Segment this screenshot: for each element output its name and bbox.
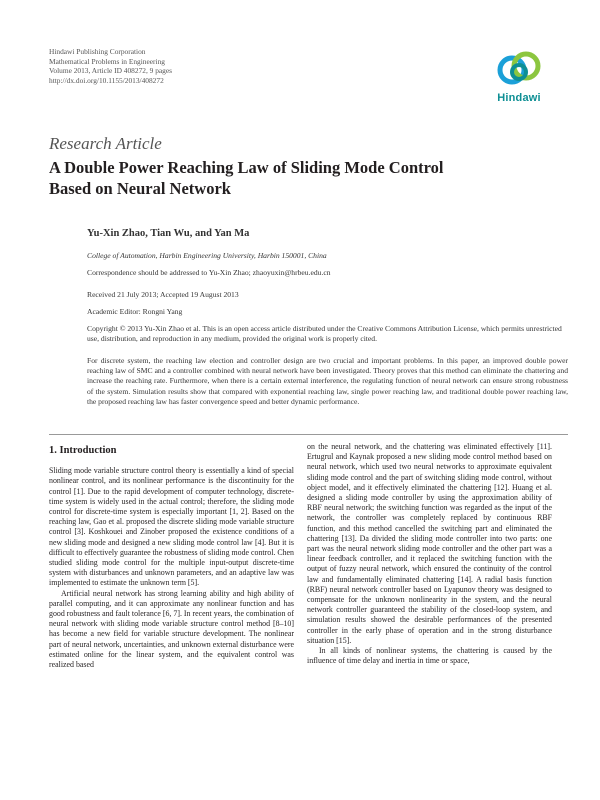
abstract: For discrete system, the reaching law election and controller design are two crucial and important problems. In this paper, an improved double power reaching law of SMC and a controller combined with neural network have been investigated. Theory proves that this method can eliminate the chattering and increase the reaching rate. Furthermore, when there is a certain external interference, the regulating function of neural network can ensure strong robustness of the system. Simulation results show that compared with exponential reaching law, single power reaching law, and traditional double power reaching law, the proposed reaching law has faster convergence speed and better dynamic performance. bbox=[87, 356, 568, 406]
correspondence: Correspondence should be addressed to Yu-Xin Zhao; zhaoyuxin@hrbeu.edu.cn bbox=[87, 268, 331, 277]
copyright-notice: Copyright © 2013 Yu-Xin Zhao et al. This is an open access article distributed under the Creative Commons Attribution License, which permits unrestricted use, distribution, and reproduction in any medium, provided the original work is properly cited. bbox=[87, 324, 562, 344]
paragraph: on the neural network, and the chattering was eliminated effectively [11]. Ertugrul and Kaynak proposed a new sliding mode control method based on neural network, which used two neural networks to approximate equivalent sliding mode control and the part of switching sliding mode control, without object model, and it effectively eliminated the chattering [12]. Huang et al. designed a sliding mode controller by using the approximation ability of RBF neural network; the switching function was regarded as the input of the network, the controller was completely replaced by continuous RBF function, and this method cancelled the switching part and eliminated the chattering [13]. Da divided the sliding mode controller into two parts: one part was the neural network sliding mode controller and the other part was a linear feedback controller, and it replaced the switching function with the output of fuzzy neural network, which ensured the continuity of the control law and fundamentally eliminated chattering [14]. A radial basis function (RBF) neural network controller based on Lyapunov theory was designed to compensate for the unknown nonlinearity in the system, and the neural network controller guaranteed the stability of the closed-loop system, and simulation results showed the desirable performances of the presented controller in the early phase of operation and in the strong disturbance situation [15]. bbox=[307, 442, 552, 645]
article-title: A Double Power Reaching Law of Sliding Mode Control Based on Neural Network bbox=[49, 158, 444, 198]
doi-link[interactable]: http://dx.doi.org/10.1155/2013/408272 bbox=[49, 75, 164, 85]
hindawi-logo bbox=[493, 46, 545, 108]
left-column bbox=[49, 442, 294, 670]
paragraph: Artificial neural network has strong learning ability and high ability of parallel computing, and it can approximate any nonlinear function and has good robustness and fault tolerance [6, 7]. In recent years, the combination of neural network with sliding mode variable structure control method [8–10] has become a new field for variable structure development. The nonlinear part of neural network, uncertainties, and unknown external disturbance were estimated online for the linear system, and the equivalent control was realized based bbox=[49, 588, 294, 670]
paragraph: Sliding mode variable structure control theory is essentially a kind of special nonlinear control, and its nonlinear performance is the discontinuity for the control [1]. Due to the rapid development of computer technology, discrete-time system is widely used in the actual control; therefore, the sliding mode control for discrete-time system is especially important [1, 2]. Based on the reaching law, Gao et al. proposed the discrete sliding mode variable structure control [3]. Koshkouei and Zinober proposed the existence conditions of a new sliding mode and designed a new sliding mode control law [4]. But it is difficult to effectively guarantee the robustness of sliding mode control. Chen studied sliding mode control for the multiple input-output discrete-time system with disturbances and unknown parameters, and an adaptive law was implemented to estimate the unknown term [5]. bbox=[49, 466, 294, 588]
journal-name: Mathematical Problems in Engineering bbox=[49, 56, 165, 66]
hindawi-rings-icon bbox=[493, 46, 545, 90]
publisher-name: Hindawi Publishing Corporation bbox=[49, 47, 146, 56]
received-accepted-dates: Received 21 July 2013; Accepted 19 August 2013 bbox=[87, 290, 239, 299]
journal-header bbox=[49, 47, 349, 85]
paragraph: In all kinds of nonlinear systems, the chattering is caused by the influence of time delay and inertia in time or space, bbox=[307, 646, 552, 666]
section-divider bbox=[49, 434, 568, 435]
affiliation: College of Automation, Harbin Engineering University, Harbin 150001, China bbox=[87, 251, 327, 260]
author-list: Yu-Xin Zhao, Tian Wu, and Yan Ma bbox=[87, 228, 250, 239]
right-column bbox=[307, 442, 552, 666]
hindawi-wordmark: Hindawi bbox=[497, 92, 541, 104]
volume-info: Volume 2013, Article ID 408272, 9 pages bbox=[49, 66, 173, 76]
article-type: Research Article bbox=[49, 134, 162, 153]
academic-editor: Academic Editor: Rongni Yang bbox=[87, 307, 183, 316]
section-heading-introduction: 1. Introduction bbox=[49, 445, 117, 456]
